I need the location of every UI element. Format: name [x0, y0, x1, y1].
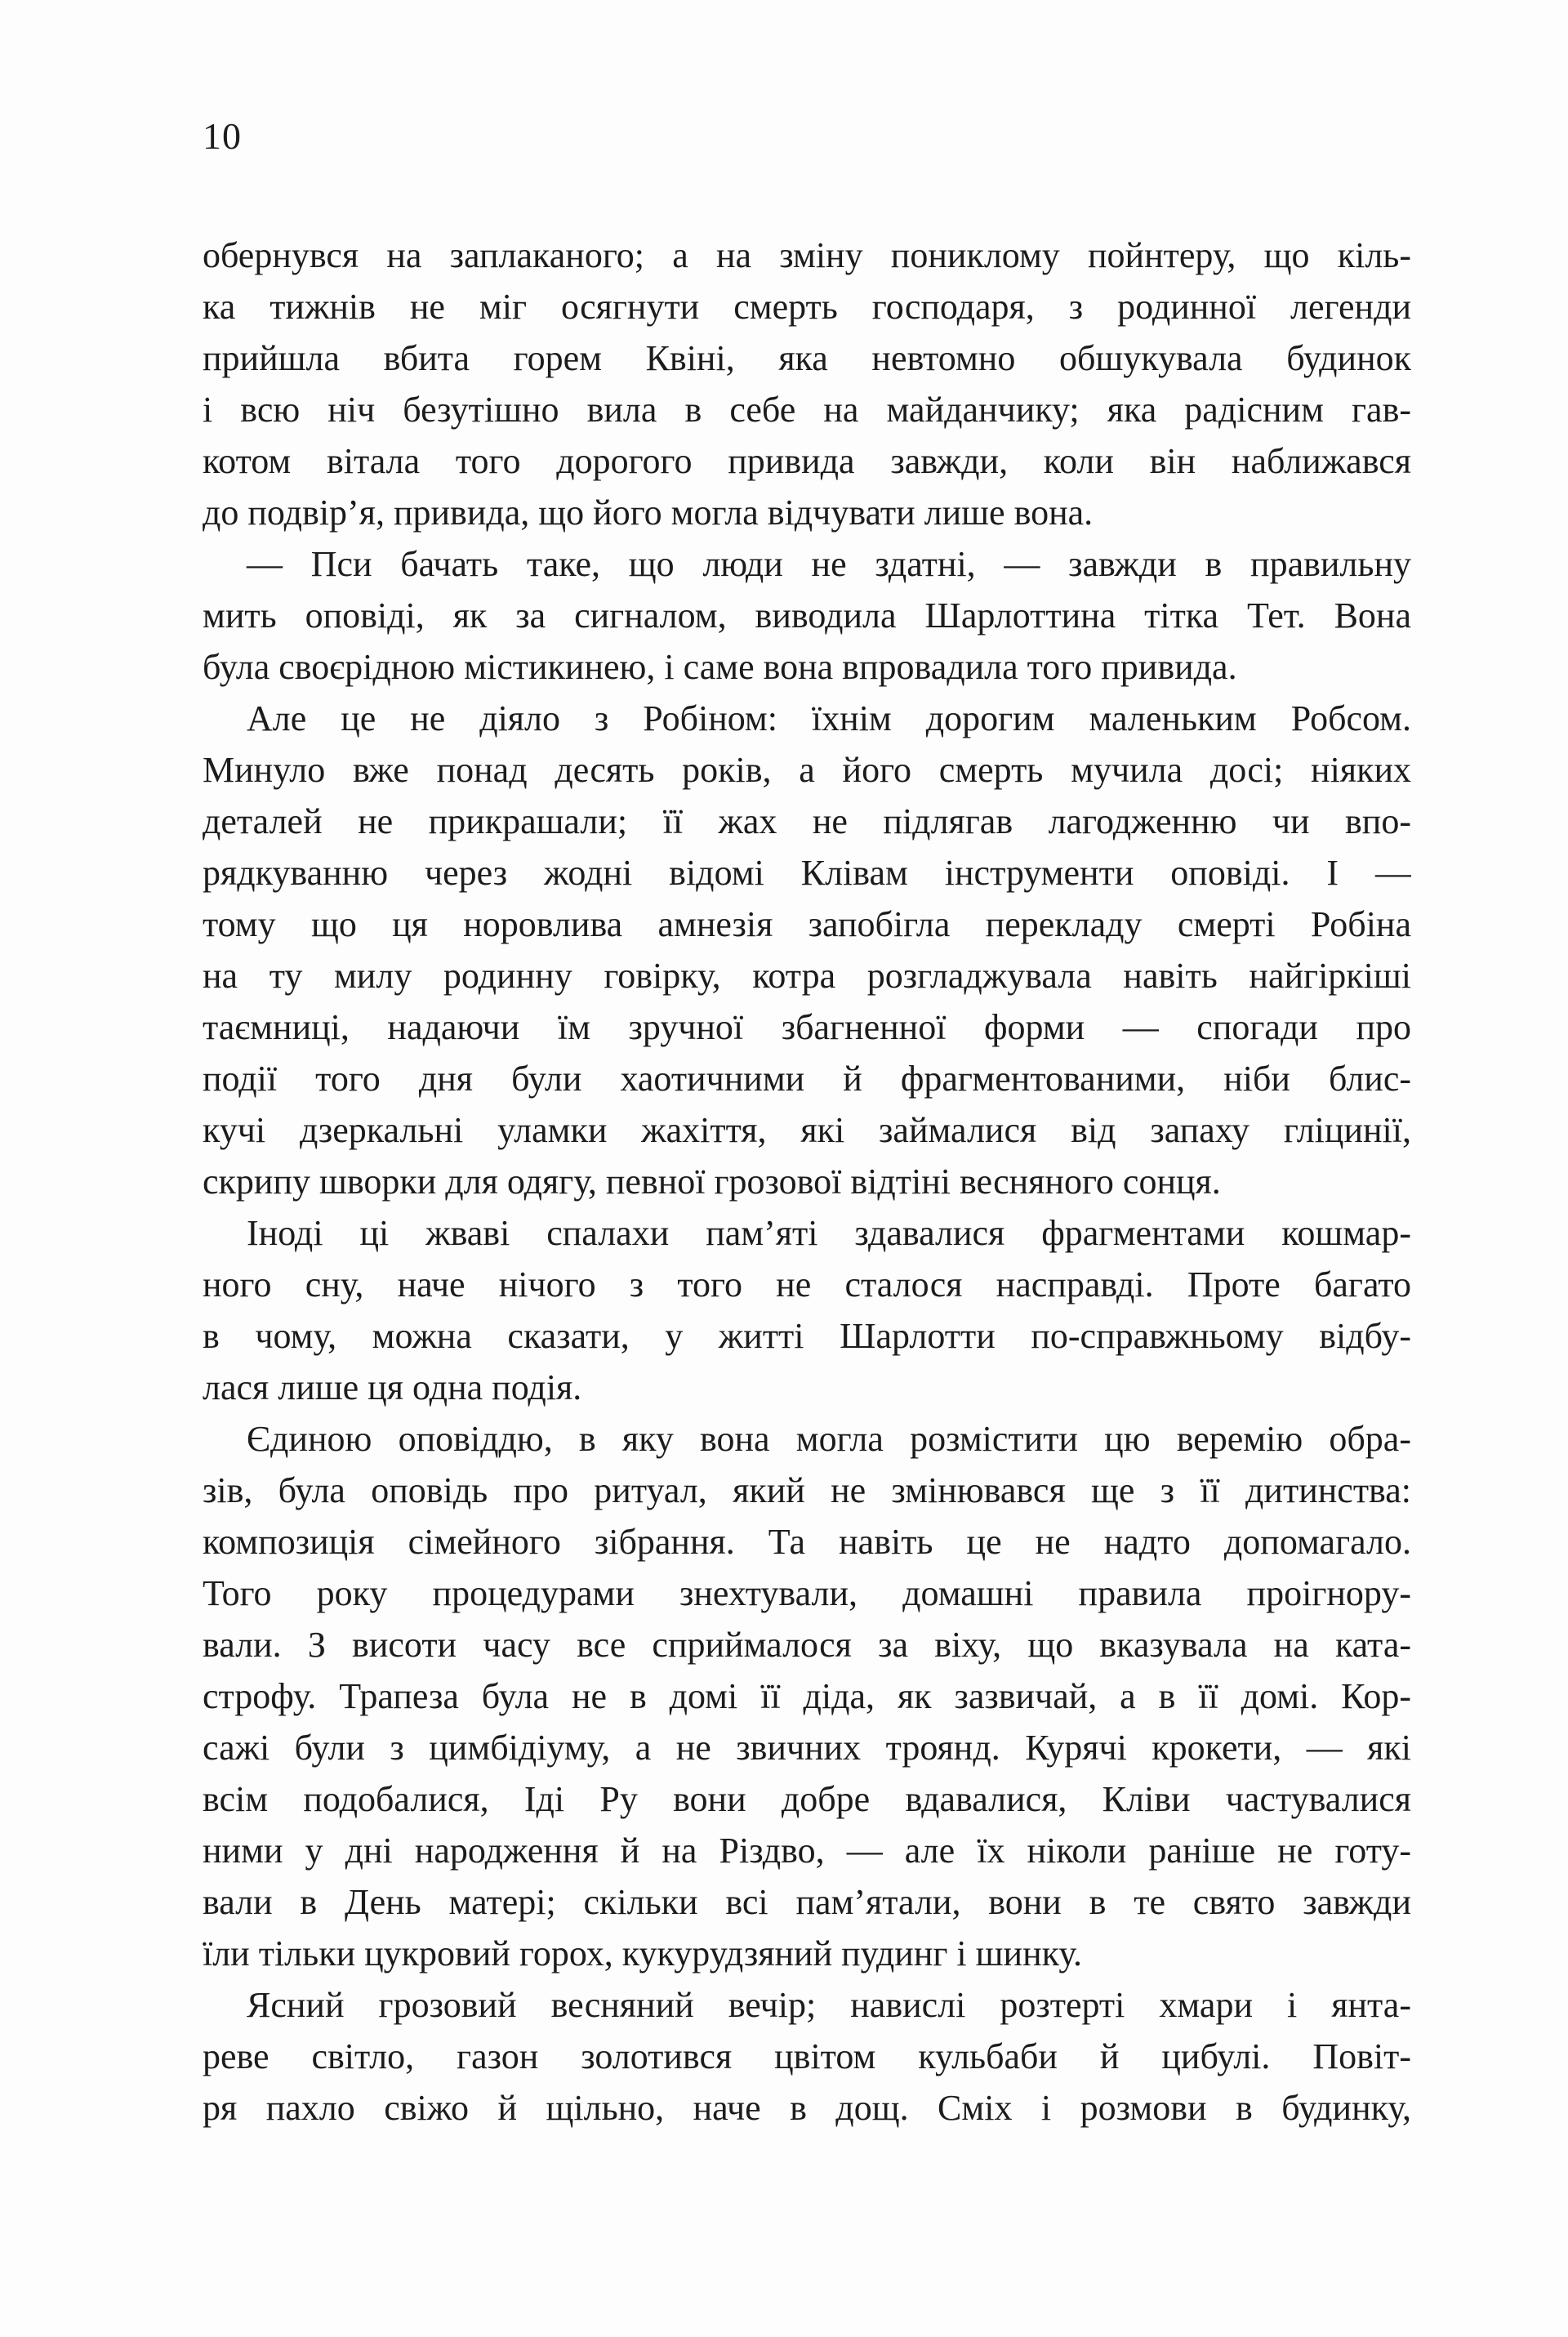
text-line: їли тільки цукровий горох, кукурудзяний пудинг і шинку.	[203, 1933, 1082, 1974]
text-line: скрипу шворки для одягу, певної грозової відтіні весняного сонця.	[203, 1162, 1221, 1202]
text-line: мить оповіді, як за сигналом, виводила Шарлоттина тітка Тет. Вона	[203, 595, 1411, 636]
text-line: таємниці, надаючи їм зручної збагненної форми — спогади про	[203, 1007, 1411, 1047]
text-line: зів, була оповідь про ритуал, який не змінювався ще з її дитинства:	[203, 1470, 1411, 1510]
paragraph	[203, 693, 1411, 1207]
text-line: Минуло вже понад десять років, а його смерть мучила досі; ніяких	[203, 750, 1411, 790]
paragraph	[203, 538, 1411, 693]
text-line: вали. З висоти часу все сприймалося за віху, що вказувала на ката-	[203, 1625, 1411, 1665]
text-line: Єдиною оповіддю, в яку вона могла розмістити цю веремію обра-	[247, 1419, 1411, 1459]
paragraph	[203, 1413, 1411, 1979]
text-line: — Пси бачать таке, що люди не здатні, — завжди в правильну	[247, 544, 1411, 584]
text-line: на ту милу родинну говірку, котра розгладжувала навіть найгіркіші	[203, 956, 1411, 996]
text-line: до подвір’я, привида, що його могла відчувати лише вона.	[203, 493, 1094, 533]
text-line: ного сну, наче нічого з того не сталося насправді. Проте багато	[203, 1264, 1411, 1305]
text-line: реве світло, газон золотився цвітом кульбаби й цибулі. Повіт-	[203, 2036, 1411, 2076]
text-line: композиція сімейного зібрання. Та навіть це не надто допомагало.	[203, 1522, 1411, 1562]
text-line: ними у дні народження й на Різдво, — але їх ніколи раніше не готу-	[203, 1831, 1411, 1871]
text-line: вали в День матері; скільки всі пам’ятали, вони в те свято завжди	[203, 1882, 1411, 1922]
text-line: Того року процедурами знехтували, домашні правила проігнору-	[203, 1573, 1411, 1613]
text-line: строфу. Трапеза була не в домі її діда, як зазвичай, а в її домі. Кор-	[203, 1676, 1411, 1716]
text-line: деталей не прикрашали; її жах не підлягав лагодженню чи впо-	[203, 801, 1411, 841]
text-line: Але це не діяло з Робіном: їхнім дорогим маленьким Робсом.	[247, 698, 1411, 738]
text-line: сажі були з цимбідіуму, а не звичних троянд. Курячі крокети, — які	[203, 1728, 1411, 1768]
text-line: Ясний грозовий весняний вечір; навислі розтерті хмари і янта-	[247, 1985, 1411, 2025]
text-line: події того дня були хаотичними й фрагментованими, ніби блис-	[203, 1059, 1411, 1099]
page-number: 10	[203, 115, 242, 157]
text-line: в чому, можна сказати, у житті Шарлотти по-справжньому відбу-	[203, 1316, 1411, 1356]
text-line: ка тижнів не міг осягнути смерть господаря, з родинної легенди	[203, 287, 1411, 327]
paragraph	[203, 1207, 1411, 1413]
text-line: була своєрідною містикинею, і саме вона впровадила того привида.	[203, 647, 1237, 687]
text-line: котом вітала того дорогого привида завжди, коли він наближався	[203, 441, 1411, 481]
text-line: лася лише ця одна подія.	[203, 1367, 582, 1407]
text-line: ря пахло свіжо й щільно, наче в дощ. Сміх і розмови в будинку,	[203, 2088, 1411, 2128]
text-line: всім подобалися, Іді Ру вони добре вдавалися, Кліви частувалися	[203, 1779, 1411, 1819]
text-line: обернувся на заплаканого; а на зміну пониклому пойнтеру, що кіль-	[203, 235, 1411, 275]
text-line: і всю ніч безутішно вила в себе на майданчику; яка радісним гав-	[203, 390, 1411, 430]
text-line: Іноді ці жваві спалахи пам’яті здавалися фрагментами кошмар-	[247, 1213, 1411, 1253]
paragraph	[203, 1979, 1411, 2134]
text-line: прийшла вбита горем Квіні, яка невтомно обшукувала будинок	[203, 338, 1411, 378]
text-line: рядкуванню через жодні відомі Клівам інструменти оповіді. І —	[203, 853, 1411, 893]
text-line: кучі дзеркальні уламки жахіття, які займалися від запаху гліцинії,	[203, 1110, 1411, 1150]
paragraph	[203, 230, 1411, 538]
text-line: тому що ця норовлива амнезія запобігла перекладу смерті Робіна	[203, 904, 1411, 944]
page-text-block	[203, 230, 1411, 2134]
